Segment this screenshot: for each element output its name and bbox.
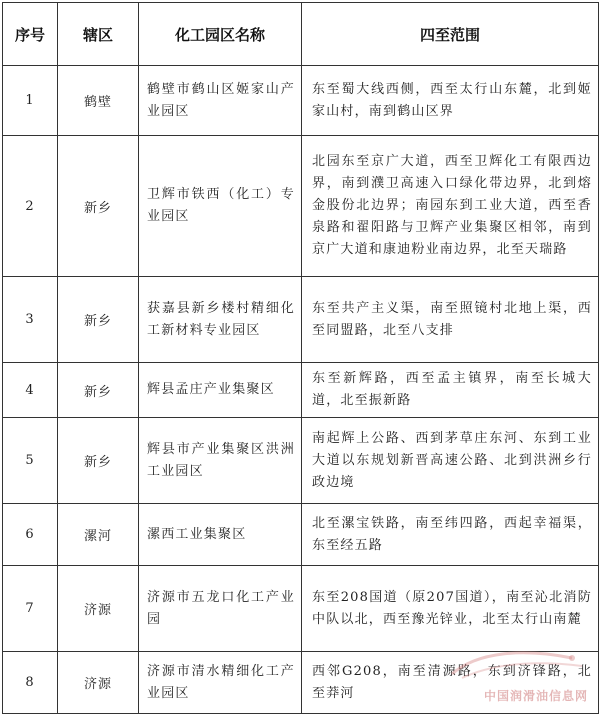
row-boundary-range: 北园东至京广大道，西至卫辉化工有限西边界，南到濮卫高速入口绿化带边界，北到熔金股份北边界；南园东到工业大道，西至香泉路和翟阳路与卫辉产业集聚区相邻，南到京广大道和康迪粉业南边界，北至天瑞路 [302,136,599,277]
row-district: 济源 [58,566,139,652]
row-district: 鹤壁 [58,66,139,136]
header-boundary-range: 四至范围 [302,3,599,66]
row-boundary-range: 东至共产主义渠，南至照镜村北地上渠，西至同盟路，北至八支排 [302,277,599,363]
row-index: 6 [3,504,58,566]
row-boundary-range: 北至漯宝铁路，南至纬四路，西起幸福渠，东至经五路 [302,504,599,566]
row-index: 2 [3,136,58,277]
row-district: 济源 [58,652,139,714]
table-row [3,363,599,418]
table-row [3,136,599,277]
row-park-name: 济源市五龙口化工产业园 [139,566,302,652]
row-park-name: 漯西工业集聚区 [139,504,302,566]
row-index: 4 [3,363,58,418]
row-park-name: 获嘉县新乡楼村精细化工新材料专业园区 [139,277,302,363]
header-district: 辖区 [58,3,139,66]
row-boundary-range: 南起辉上公路、西到茅草庄东河、东到工业大道以东规划新晋高速公路、北到洪洲乡行政边境 [302,418,599,504]
row-index: 7 [3,566,58,652]
header-row [3,3,599,66]
header-park-name: 化工园区名称 [139,3,302,66]
table-row [3,652,599,714]
row-index: 5 [3,418,58,504]
row-park-name: 辉县孟庄产业集聚区 [139,363,302,418]
row-park-name: 济源市清水精细化工产业园区 [139,652,302,714]
header-index: 序号 [3,3,58,66]
table-row [3,418,599,504]
row-district: 新乡 [58,418,139,504]
row-district: 新乡 [58,136,139,277]
row-park-name: 辉县市产业集聚区洪洲工业园区 [139,418,302,504]
table-row [3,66,599,136]
row-district: 新乡 [58,363,139,418]
row-district: 漯河 [58,504,139,566]
table-row [3,277,599,363]
chemical-parks-table [2,2,599,714]
table-row [3,504,599,566]
row-index: 1 [3,66,58,136]
row-boundary-range: 东至新辉路，西至孟主镇界，南至长城大道，北至振新路 [302,363,599,418]
watermark-text: 中国润滑油信息网 [483,689,588,703]
row-boundary-range: 东至蜀大线西侧，西至太行山东麓，北到姬家山村，南到鹤山区界 [302,66,599,136]
row-index: 8 [3,652,58,714]
row-boundary-range: 西邻G208，南至清源路，东到济锋路，北至莽河 [302,652,599,714]
row-park-name: 卫辉市铁西（化工）专业园区 [139,136,302,277]
row-boundary-range: 东至208国道（原207国道），南至沁北消防中队以北，西至豫光锌业，北至太行山南麓 [302,566,599,652]
row-park-name: 鹤壁市鹤山区姬家山产业园区 [139,66,302,136]
table-row [3,566,599,652]
row-index: 3 [3,277,58,363]
row-district: 新乡 [58,277,139,363]
